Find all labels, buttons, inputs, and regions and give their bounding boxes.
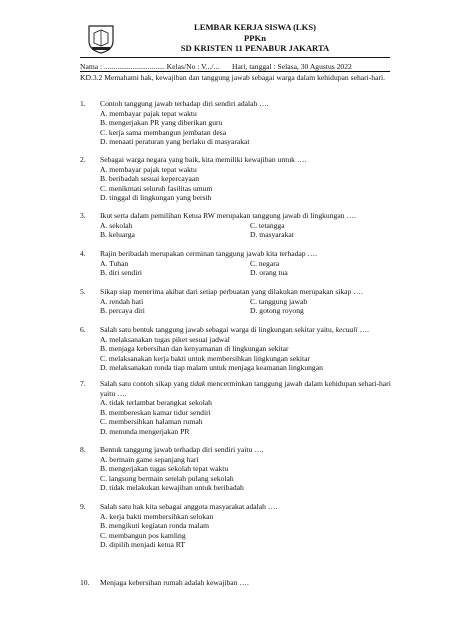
student-info: [80, 62, 400, 71]
option-a: A. rendah hati: [100, 296, 144, 306]
option-a: A. tidak terlambat berangkat sekolah: [100, 398, 212, 407]
question-emphasis: tidak: [190, 379, 206, 388]
question-number: 2.: [80, 155, 86, 164]
question-9: [80, 502, 400, 550]
question-number: 4.: [80, 249, 86, 258]
worksheet-header: [140, 22, 370, 54]
option-a: A. membayar pajak tepat waktu: [100, 108, 197, 118]
competency-statement: KD.3.2 Memahami hak, kewajiban dan tanggung jawab sebagai warga dalam kehidupan sehari-hari.: [80, 73, 385, 82]
option-d: D. tinggal di lingkungan yang bersih: [100, 193, 212, 202]
question-number: 7.: [80, 379, 86, 388]
question-text-part: Salah satu bentuk tanggung jawab sebagai warga di lingkungan sekitar yaitu,: [100, 325, 336, 334]
question-6: [80, 325, 400, 373]
question-text-part: mencerminkan tanggung jawab dalam kehidupan sehari-hari yaitu ….: [100, 379, 391, 398]
question-10: [80, 578, 400, 588]
question-number: 3.: [80, 211, 86, 220]
question-5: [80, 287, 400, 316]
question-text: Menjaga kebersihan rumah adalah kewajiban ….: [100, 578, 249, 587]
question-1: [80, 99, 400, 147]
option-b: B. percaya diri: [100, 306, 145, 315]
option-a: A. Tuhan: [100, 258, 129, 268]
question-2: [80, 155, 400, 203]
option-a: A. membayar pajak tepat waktu: [100, 164, 197, 174]
option-d: D. gotong royong: [250, 306, 304, 315]
info-divider: [80, 71, 390, 72]
header-school: SD KRISTEN 11 PENABUR JAKARTA: [180, 43, 330, 53]
option-d: D. masyarakat: [250, 230, 294, 239]
option-b: B. keluarga: [100, 230, 135, 239]
option-c: C. membangun pos kamling: [100, 530, 186, 540]
question-number: 6.: [80, 325, 86, 334]
question-text: [100, 325, 400, 335]
option-c: C. membersihkan halaman rumah: [100, 417, 203, 426]
option-a: A. sekolah: [100, 220, 133, 230]
option-d: D. menunda mengerjakan PR: [100, 426, 190, 436]
question-text: Bentuk tanggung jawab terhadap diri sendiri yaitu ….: [100, 445, 264, 454]
option-b: B. membereskan kamar tidur sendiri: [100, 407, 211, 417]
option-a: A. melaksanakan tugas piket sesuai jadwal: [100, 334, 230, 344]
option-b: B. menjaga kebersihan dan kenyamanan di lingkungan sekitar: [100, 344, 289, 353]
question-text: Contoh tanggung jawab terhadap diri sendiri adalah ….: [100, 99, 269, 108]
question-emphasis: kecuali: [335, 325, 358, 334]
question-3: [80, 211, 400, 240]
option-b: B. mengerjakan PR yang diberikan guru: [100, 118, 223, 127]
option-d: D. orang tua: [250, 268, 288, 277]
header-divider: [80, 57, 390, 58]
option-a: A. bermain game sepanjang hari: [100, 454, 199, 464]
question-number: 10.: [80, 578, 90, 587]
option-c: C. tetangga: [250, 220, 285, 230]
name-class-field: Nama : ................................ Kelas/No : V.../...: [80, 62, 220, 71]
option-b: B. mengikuti kegiatan ronda malam: [100, 521, 210, 530]
question-text: Salah satu hak kita sebagai anggota masyarakat adalah ….: [100, 502, 278, 511]
option-c: C. kerja sama membangun jembatan desa: [100, 127, 227, 137]
question-text: Sikap siap menerima akibat dari setiap perbuatan yang dilakukan merupakan sikap ….: [100, 287, 363, 296]
question-number: 9.: [80, 502, 86, 511]
question-4: [80, 249, 400, 278]
question-number: 5.: [80, 287, 86, 296]
header-subject: PPKn: [244, 32, 266, 43]
option-d: D. tidak melakukan kewajiban untuk beribadah: [100, 483, 244, 492]
question-text: [100, 379, 400, 398]
option-b: B. beribadah sesuai kepercayaan: [100, 174, 200, 183]
option-c: C. tanggung jawab: [250, 296, 308, 306]
question-text: Ikut serta dalam pemilihan Ketua RW merupakan tanggung jawab di lingkungan ….: [100, 211, 356, 220]
option-c: C. langsung bermain setelah pulang sekolah: [100, 473, 234, 483]
question-number: 8.: [80, 445, 86, 454]
option-d: D. menaati peraturan yang berlaku di masyarakat: [100, 137, 250, 146]
question-text: Sebagai warga negara yang baik, kita memiliki kewajiban untuk ….: [100, 155, 307, 164]
question-number: 1.: [80, 99, 86, 108]
option-b: B. diri sendiri: [100, 268, 142, 277]
question-text-part: Salah satu contoh sikap yang: [100, 379, 191, 388]
option-c: C. menikmati seluruh fasilitas umum: [100, 183, 213, 193]
question-8: [80, 445, 400, 493]
option-a: A. kerja bakti membersihkan selokan: [100, 511, 214, 521]
option-d: D. dipilih menjadi ketua RT: [100, 540, 185, 549]
option-b: B. mengerjakan tugas sekolah tepat waktu: [100, 464, 229, 473]
header-title: LEMBAR KERJA SISWA (LKS): [193, 22, 316, 32]
option-c: C. melaksanakan kerja bakti untuk membersihkan lingkungan sekitar: [100, 353, 311, 363]
question-7: [80, 379, 400, 436]
option-c: C. negara: [250, 258, 280, 268]
date-field: Hari, tanggal : Selasa, 30 Agustus 2022: [232, 62, 352, 71]
option-d: D. melaksanakan ronda tiap malam untuk menjaga keamanan lingkungan: [100, 363, 323, 372]
question-text: Rajin beribadah merupakan cerminan tanggung jawab kita terhadap ….: [100, 249, 317, 258]
school-logo-icon: [84, 21, 118, 55]
question-text-part: ….: [357, 325, 369, 334]
